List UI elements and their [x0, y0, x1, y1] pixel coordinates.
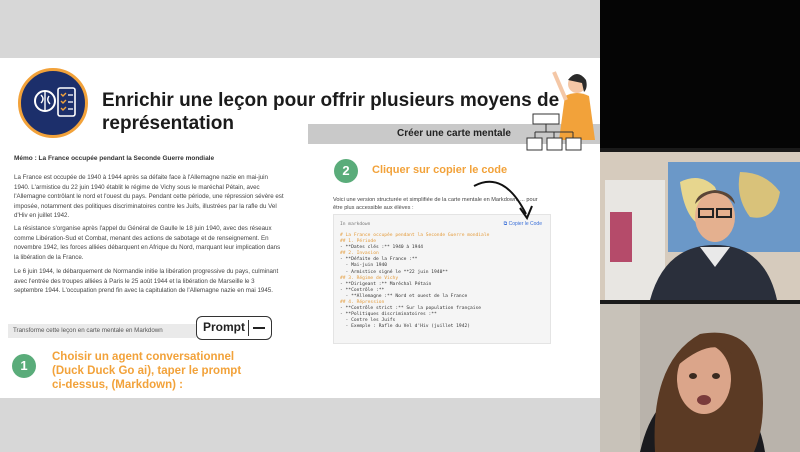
- code-description: Voici une version structurée et simplifiée de la carte mentale en Markdown, ... pour être plus accessible aux élèves :: [333, 197, 538, 211]
- code-line: - Mai-juin 1940: [340, 263, 388, 269]
- step-number-badge: 2: [334, 159, 358, 183]
- slide: [0, 58, 600, 398]
- memo-paragraph: Le 6 juin 1944, le débarquement de Normandie initie la libération progressive du pays, culminant avec l'entrée des troupes alliées à Paris le 25 août 1944 et la libération de Marseille le 3 septembre 1944. L'occupation prend fin avec la capitulation de l'Allemagne nazie en mai 1945.: [14, 268, 279, 295]
- prompt-button: [196, 316, 272, 340]
- step-number-badge: 1: [12, 354, 36, 378]
- code-line: - **Dirigeant :** Maréchal Pétain: [340, 281, 432, 287]
- memo-paragraph: La résistance s'organise après l'appel du Général de Gaulle le 18 juin 1940, avec des réseaux comme Libération-Sud et Combat, menant des actions de sabotage et de renseignement. En novembre 1942, les forces alliées débarquent en Afrique du Nord, marquant leur implication dans la libération de la France.: [14, 225, 281, 261]
- code-line: - **Défaite de la France :**: [340, 257, 418, 263]
- video-tile-participant-woman: [600, 304, 800, 452]
- step1-instruction: Choisir un agent conversationnel (Duck Duck Go ai), taper le prompt ci-dessus, (Markdown) :: [52, 351, 242, 391]
- slide-title: Enrichir une leçon pour offrir plusieurs moyens de représentation: [102, 90, 560, 134]
- divider: [248, 320, 250, 336]
- code-line: - Armistice signé le **22 juin 1940**: [340, 269, 448, 275]
- memo-paragraph: La France est occupée de 1940 à 1944 après sa défaite face à l'Allemagne nazie en mai-juin 1940. L'armistice du 22 juin 1940 établit le régime de Vichy sous le maréchal Pétain, avec l'Allemagne contrôlant le nord et l'ouest du pays. Pendant cette période, une répression sévère est imposée, notamment des politiques discriminatoires contre les Juifs, illustrées par la rafle du Vel d'Hiv en juillet 1942.: [14, 174, 284, 220]
- code-line: - **Politiques discriminatoires :**: [340, 312, 437, 318]
- section-banner: Créer une carte mentale: [308, 124, 600, 144]
- minus-icon: [253, 327, 265, 329]
- prompt-text-bar: Transforme cette leçon en carte mentale en Markdown: [8, 324, 196, 338]
- video-tile-participant-man: [600, 152, 800, 300]
- code-language-label: In markdown: [340, 222, 371, 227]
- video-tile-empty: [600, 0, 800, 148]
- presenter-illustration: [525, 66, 600, 166]
- code-block: [333, 214, 551, 344]
- code-line: - **Allemagne :** Nord et ouest de la France: [340, 293, 468, 299]
- code-line: - Exemple : Rafle du Vel d'Hiv (juillet 1942): [340, 324, 470, 330]
- code-line: - **Dates clés :** 1940 à 1944: [340, 245, 423, 251]
- brain-checklist-icon: [18, 68, 88, 138]
- prompt-button-label: Prompt: [203, 320, 245, 334]
- code-line: # La France occupée pendant la Seconde Guerre mondiale: [340, 233, 490, 238]
- code-line: - **Contrôle strict :** Sur la population française: [340, 306, 482, 312]
- code-line: ## 4. Répression: [340, 300, 385, 306]
- code-line: - **Contrôle :**: [340, 287, 385, 293]
- code-lines: [340, 233, 489, 331]
- code-line: ## 3. Régime de Vichy: [340, 275, 399, 281]
- memo-title: Mémo : La France occupée pendant la Seconde Guerre mondiale: [14, 155, 215, 162]
- step2-instruction: Cliquer sur copier le code: [372, 164, 508, 176]
- code-line: ## 2. Invasion: [340, 251, 379, 257]
- copy-code-label: Copier le Code: [508, 221, 542, 227]
- copy-icon: ⧉: [503, 221, 509, 227]
- code-line: - Contre les Juifs: [340, 318, 396, 324]
- code-line: ## 1. Période: [340, 239, 376, 245]
- curved-arrow-icon: [470, 176, 540, 226]
